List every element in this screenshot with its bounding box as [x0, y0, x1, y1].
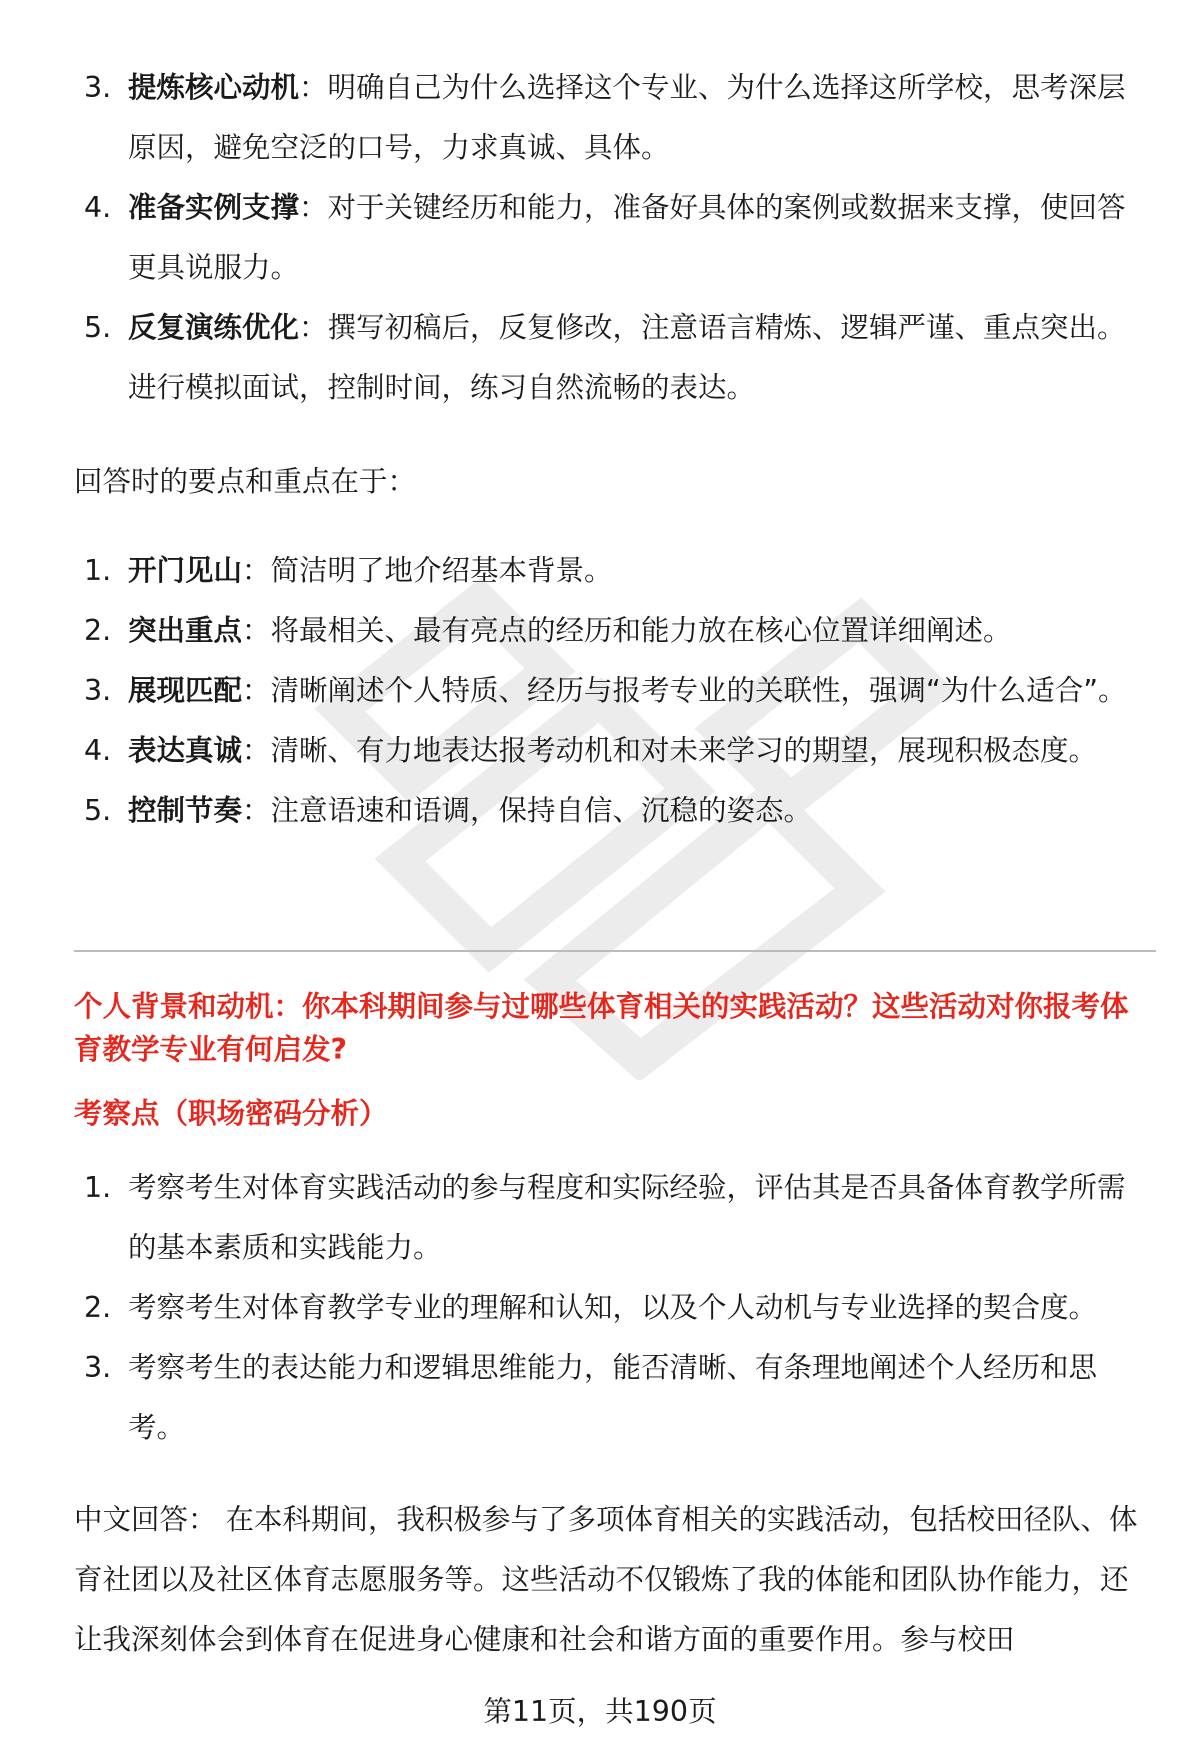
list-item: 3. 展现匹配：清晰阐述个人特质、经历与报考专业的关联性，强调“为什么适合”。 [84, 674, 1127, 707]
list-item-desc: ：清晰、有力地表达报考动机和对未来学习的期望，展现积极态度。 [242, 734, 1098, 767]
page-number-footer: 第11页，共190页 [483, 1695, 717, 1728]
list-item-desc: ：撰写初稿后，反复修改，注意语言精炼、逻辑严谨、重点突出。进行模拟面试，控制时间，练习自然流畅的表达。 [128, 311, 1126, 404]
list-item-term: 展现匹配 [128, 674, 243, 707]
section-divider [74, 950, 1156, 952]
list-item: 3. 提炼核心动机：明确自己为什么选择这个专业、为什么选择这所学校，思考深层原因，避免空泛的口号，力求真诚、具体。 [84, 71, 1126, 164]
list-item-desc: 考察考生的表达能力和逻辑思维能力，能否清晰、有条理地阐述个人经历和思考。 [128, 1351, 1098, 1444]
list-item-desc: ：注意语速和语调，保持自信、沉稳的姿态。 [242, 794, 813, 827]
list-item-desc: ：明确自己为什么选择这个专业、为什么选择这所学校，思考深层原因，避免空泛的口号，力求真诚、具体。 [128, 71, 1126, 164]
list-item: 4. 表达真诚：清晰、有力地表达报考动机和对未来学习的期望，展现积极态度。 [84, 734, 1098, 767]
list-item: 1. 开门见山：简洁明了地介绍基本背景。 [84, 554, 613, 587]
list-item-term: 提炼核心动机 [128, 71, 300, 104]
list-item: 2. 考察考生对体育教学专业的理解和认知，以及个人动机与专业选择的契合度。 [84, 1291, 1098, 1324]
answer-paragraph: 中文回答： 在本科期间，我积极参与了多项体育相关的实践活动，包括校田径队、体育社团以及社区体育志愿服务等。这些活动不仅锻炼了我的体能和团队协作能力，还让我深刻体会到体育在促进身心健康和社会和谐方面的重要作用。参与校田 [74, 1503, 1138, 1656]
list-item-term: 突出重点 [128, 614, 243, 647]
list-item: 1. 考察考生对体育实践活动的参与程度和实际经验，评估其是否具备体育教学所需的基本素质和实践能力。 [84, 1171, 1126, 1264]
list-item-term: 反复演练优化 [128, 311, 300, 344]
list-item-term: 控制节奏 [128, 794, 243, 827]
list-assessment-points [74, 1158, 1146, 1458]
list-item: 5. 控制节奏：注意语速和语调，保持自信、沉稳的姿态。 [84, 794, 813, 827]
list-item-desc: ：对于关键经历和能力，准备好具体的案例或数据来支撑，使回答更具说服力。 [128, 191, 1126, 284]
question-heading: 个人背景和动机：你本科期间参与过哪些体育相关的实践活动？这些活动对你报考体育教学专业有何启发? [74, 990, 1129, 1066]
list-item-term: 准备实例支撑 [128, 191, 300, 224]
list-item-desc: ：将最相关、最有亮点的经历和能力放在核心位置详细阐述。 [242, 614, 1012, 647]
list-item: 3. 考察考生的表达能力和逻辑思维能力，能否清晰、有条理地阐述个人经历和思考。 [84, 1351, 1098, 1444]
assessment-subheading: 考察点（职场密码分析） [74, 1097, 388, 1130]
list-preparation-steps [74, 58, 1146, 418]
list-item-desc: 考察考生对体育实践活动的参与程度和实际经验，评估其是否具备体育教学所需的基本素质和实践能力。 [128, 1171, 1126, 1264]
list-item-desc: 考察考生对体育教学专业的理解和认知，以及个人动机与专业选择的契合度。 [128, 1291, 1098, 1324]
list-item: 2. 突出重点：将最相关、最有亮点的经历和能力放在核心位置详细阐述。 [84, 614, 1012, 647]
list-item: 5. 反复演练优化：撰写初稿后，反复修改，注意语言精炼、逻辑严谨、重点突出。进行模拟面试，控制时间，练习自然流畅的表达。 [84, 311, 1126, 404]
key-points-intro: 回答时的要点和重点在于： [74, 465, 417, 498]
list-item-term: 表达真诚 [128, 734, 243, 767]
list-item-term: 开门见山 [128, 554, 243, 587]
list-key-points [74, 541, 1146, 841]
list-item-desc: ：简洁明了地介绍基本背景。 [242, 554, 613, 587]
list-item: 4. 准备实例支撑：对于关键经历和能力，准备好具体的案例或数据来支撑，使回答更具说服力。 [84, 191, 1126, 284]
list-item-desc: ：清晰阐述个人特质、经历与报考专业的关联性，强调“为什么适合”。 [242, 674, 1127, 707]
